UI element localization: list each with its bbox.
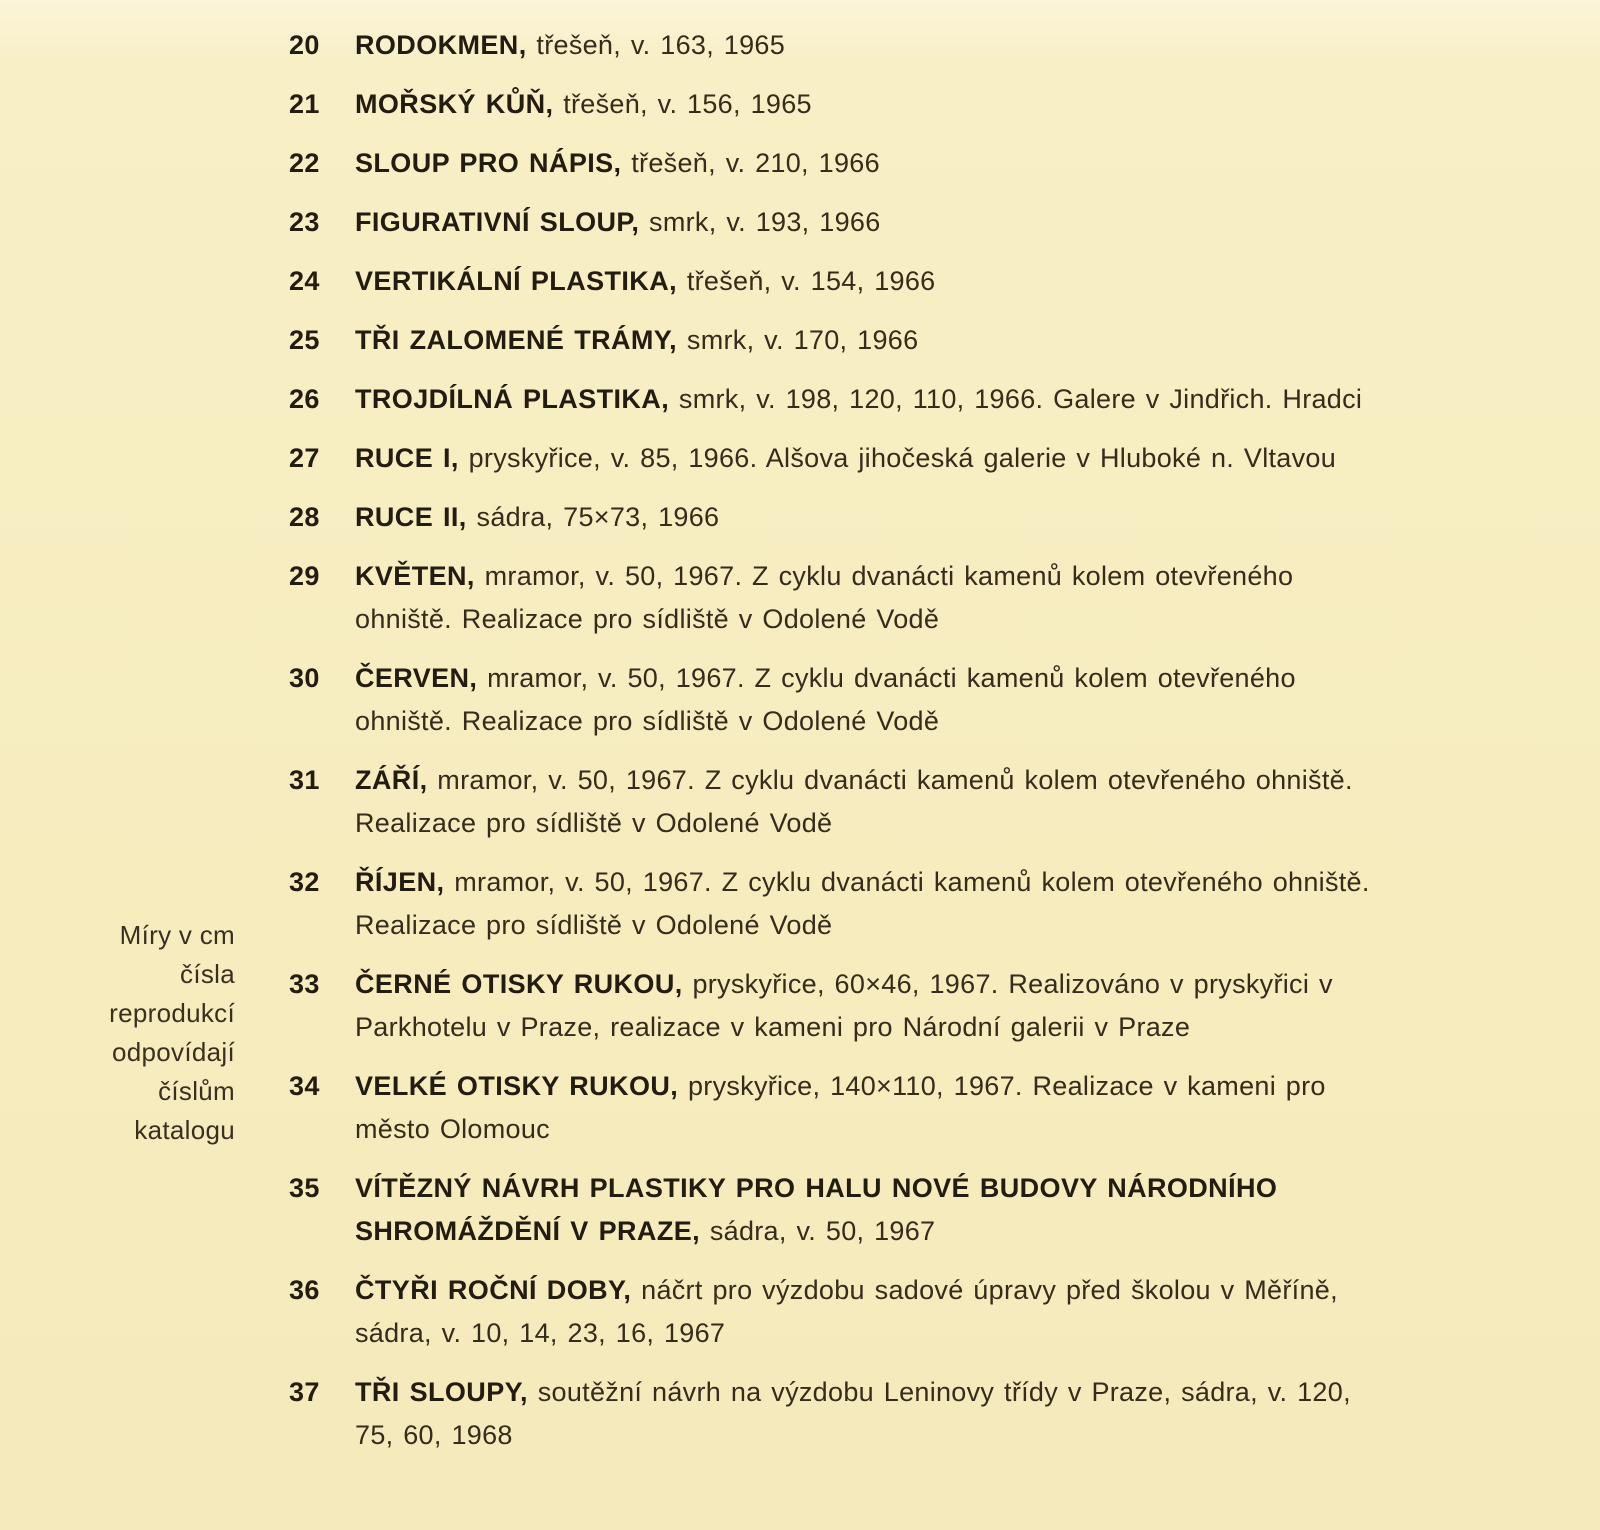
entry-body xyxy=(355,319,1370,362)
entry-title: VELKÉ OTISKY RUKOU, xyxy=(355,1071,679,1101)
entry-number: 27 xyxy=(289,443,320,473)
entry-body xyxy=(355,142,1370,185)
entry-body xyxy=(355,759,1370,845)
entry-title: ČERNÉ OTISKY RUKOU, xyxy=(355,969,683,999)
entry-body xyxy=(355,24,1370,67)
list-item xyxy=(289,496,1384,539)
entry-number: 25 xyxy=(289,325,320,355)
entry-number: 31 xyxy=(289,765,320,795)
list-item xyxy=(289,1269,1384,1355)
entry-text: třešeň, v. 163, 1965 xyxy=(526,30,786,60)
entry-title: ŘÍJEN, xyxy=(355,867,445,897)
entry-title: RODOKMEN, xyxy=(355,30,527,60)
entry-title: ZÁŘÍ, xyxy=(355,765,428,795)
entry-text: mramor, v. 50, 1967. Z cyklu dvanácti kamenů kolem otevřeného ohniště. Realizace pro sídliště v Odolené Vodě xyxy=(355,867,1370,940)
entry-body xyxy=(355,555,1370,641)
entry-text: náčrt pro výzdobu sadové úpravy před školou v Měříně, sádra, v. 10, 14, 23, 16, 1967 xyxy=(355,1275,1338,1348)
entry-body xyxy=(355,1065,1370,1151)
entry-number: 21 xyxy=(289,89,320,119)
list-item xyxy=(289,657,1384,743)
entry-text: smrk, v. 193, 1966 xyxy=(639,207,881,237)
entry-body xyxy=(355,1167,1370,1253)
entry-title: VERTIKÁLNÍ PLASTIKA, xyxy=(355,266,678,296)
entry-title: MOŘSKÝ KŮŇ, xyxy=(355,89,554,119)
entry-title: TŘI ZALOMENÉ TRÁMY, xyxy=(355,325,678,355)
entry-number: 34 xyxy=(289,1071,320,1101)
entry-title: ČERVEN, xyxy=(355,663,478,693)
entry-title: RUCE II, xyxy=(355,502,467,532)
entry-title: FIGURATIVNÍ SLOUP, xyxy=(355,207,640,237)
entry-body xyxy=(355,260,1370,303)
entry-title: TŘI SLOUPY, xyxy=(355,1377,528,1407)
list-item xyxy=(289,437,1384,480)
entry-body xyxy=(355,861,1370,947)
entry-body xyxy=(355,496,1370,539)
entry-title: RUCE I, xyxy=(355,443,459,473)
list-item xyxy=(289,963,1384,1049)
entry-text: smrk, v. 170, 1966 xyxy=(677,325,919,355)
entry-text: třešeň, v. 210, 1966 xyxy=(621,148,880,178)
margin-note-line: reprodukcí xyxy=(109,998,235,1028)
entry-number: 33 xyxy=(289,969,320,999)
entry-list xyxy=(289,24,1384,1473)
entry-number: 35 xyxy=(289,1173,320,1203)
entry-number: 29 xyxy=(289,561,320,591)
entry-number: 36 xyxy=(289,1275,320,1305)
entry-text: mramor, v. 50, 1967. Z cyklu dvanácti kamenů kolem otevřeného ohniště. Realizace pro sídliště v Odolené Vodě xyxy=(355,663,1296,736)
entry-text: pryskyřice, 140×110, 1967. Realizace v kameni pro město Olomouc xyxy=(355,1071,1326,1144)
list-item xyxy=(289,260,1384,303)
entry-title: TROJDÍLNÁ PLASTIKA, xyxy=(355,384,670,414)
entry-text: sádra, 75×73, 1966 xyxy=(466,502,720,532)
list-item xyxy=(289,201,1384,244)
list-item xyxy=(289,861,1384,947)
entry-title: ČTYŘI ROČNÍ DOBY, xyxy=(355,1275,632,1305)
entry-text: třešeň, v. 156, 1965 xyxy=(553,89,812,119)
entry-number: 24 xyxy=(289,266,320,296)
entry-text: pryskyřice, v. 85, 1966. Alšova jihočeská galerie v Hluboké n. Vltavou xyxy=(458,443,1337,473)
entry-body xyxy=(355,83,1370,126)
entry-body xyxy=(355,201,1370,244)
entry-body xyxy=(355,437,1370,480)
entry-body xyxy=(355,657,1370,743)
entry-text: mramor, v. 50, 1967. Z cyklu dvanácti kamenů kolem otevřeného ohniště. Realizace pro sídliště v Odolené Vodě xyxy=(355,561,1294,634)
entry-text: mramor, v. 50, 1967. Z cyklu dvanácti kamenů kolem otevřeného ohniště. Realizace pro sídliště v Odolené Vodě xyxy=(355,765,1353,838)
list-item xyxy=(289,83,1384,126)
entry-body xyxy=(355,1269,1370,1355)
list-item xyxy=(289,759,1384,845)
list-item xyxy=(289,24,1384,67)
entry-title: KVĚTEN, xyxy=(355,561,475,591)
list-item xyxy=(289,319,1384,362)
entry-body xyxy=(355,378,1370,421)
margin-note-line: katalogu xyxy=(134,1115,235,1145)
list-item xyxy=(289,1371,1384,1457)
entry-body xyxy=(355,963,1370,1049)
entry-number: 30 xyxy=(289,663,320,693)
list-item xyxy=(289,378,1384,421)
entry-text: sádra, v. 50, 1967 xyxy=(700,1216,936,1246)
entry-number: 28 xyxy=(289,502,320,532)
margin-note xyxy=(75,916,235,1150)
margin-note-line: čísla xyxy=(180,959,235,989)
entry-number: 23 xyxy=(289,207,320,237)
entry-number: 22 xyxy=(289,148,320,178)
margin-note-line: číslům xyxy=(158,1076,235,1106)
entry-text: třešeň, v. 154, 1966 xyxy=(677,266,936,296)
entry-number: 32 xyxy=(289,867,320,897)
margin-note-line: Míry v cm xyxy=(119,920,235,950)
entry-number: 37 xyxy=(289,1377,320,1407)
entry-text: smrk, v. 198, 120, 110, 1966. Galere v Jindřich. Hradci xyxy=(669,384,1363,414)
entry-title: VÍTĚZNÝ NÁVRH PLASTIKY PRO HALU NOVÉ BUDOVY NÁRODNÍHO SHROMÁŽDĚNÍ V PRAZE, xyxy=(355,1173,1278,1246)
entry-text: soutěžní návrh na výzdobu Leninovy třídy v Praze, sádra, v. 120, 75, 60, 1968 xyxy=(355,1377,1351,1450)
margin-note-line: odpovídají xyxy=(112,1037,235,1067)
entry-number: 20 xyxy=(289,30,320,60)
list-item xyxy=(289,1065,1384,1151)
entry-text: pryskyřice, 60×46, 1967. Realizováno v pryskyřici v Parkhotelu v Praze, realizace v kameni pro Národní galerii v Praze xyxy=(355,969,1333,1042)
list-item xyxy=(289,555,1384,641)
entry-number: 26 xyxy=(289,384,320,414)
list-item xyxy=(289,142,1384,185)
entry-title: SLOUP PRO NÁPIS, xyxy=(355,148,622,178)
list-item xyxy=(289,1167,1384,1253)
entry-body xyxy=(355,1371,1370,1457)
